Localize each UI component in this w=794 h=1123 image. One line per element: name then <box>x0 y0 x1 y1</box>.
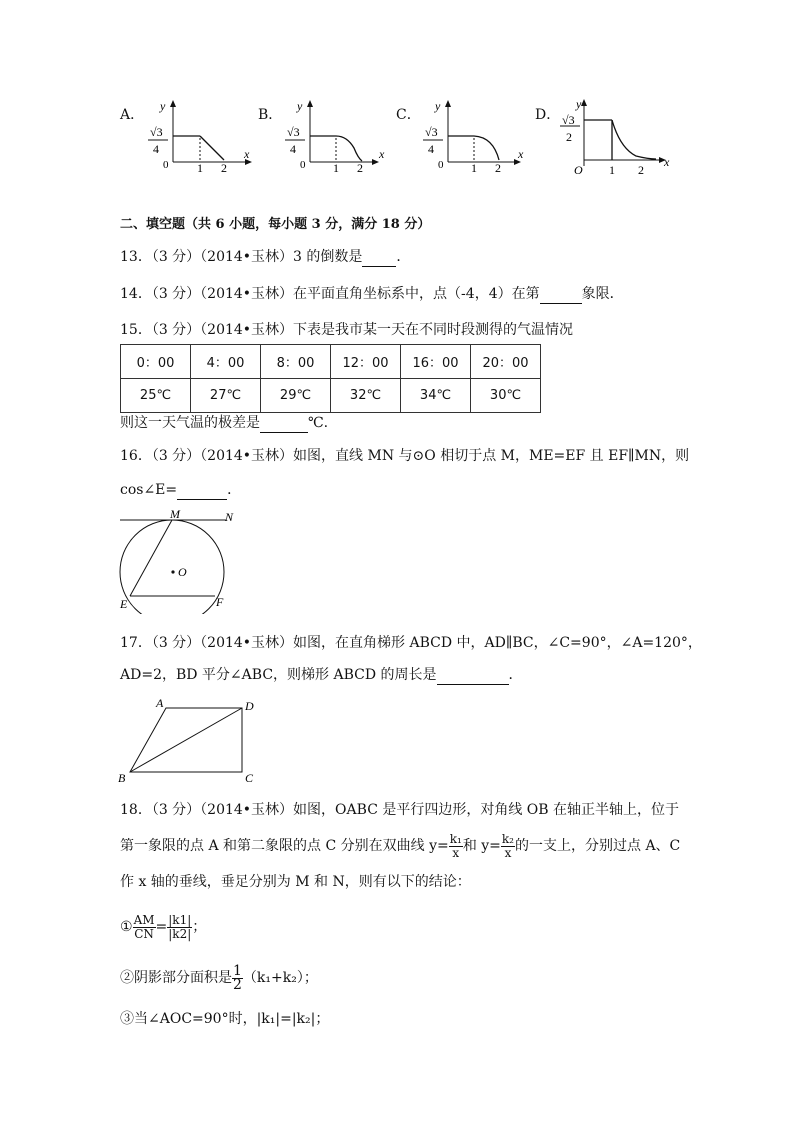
table-row <box>121 345 541 379</box>
q15-after: 则这一天气温的极差是 <box>120 415 260 431</box>
y-num: √3 <box>287 125 300 139</box>
frac-num: k₁ <box>449 831 462 846</box>
frac-num: k₂ <box>501 831 514 846</box>
c2-text: ②阴影部分面积是 <box>120 970 232 986</box>
origin: 0 <box>163 159 169 171</box>
q18-conclusion-3: ③当∠AOC=90°时，|k₁|=|k₂|； <box>120 1011 330 1027</box>
temperature-table <box>120 344 541 413</box>
q18-line1: 18．（3 分）（2014•玉林）如图，OABC 是平行四边形，对角线 OB 在轴正半轴上，位于 <box>120 802 680 818</box>
q17-text: AD=2，BD 平分∠ABC，则梯形 ABCD 的周长是 <box>120 667 437 683</box>
frac-den: 2 <box>233 976 242 993</box>
x-label: x <box>518 147 524 161</box>
q14-end: 象限． <box>581 286 624 302</box>
section-title: 二、填空题（共 6 小题，每小题 3 分，满分 18 分） <box>120 217 431 232</box>
c1-end: ； <box>192 919 207 935</box>
point-f: F <box>216 595 224 609</box>
tick-2: 2 <box>638 163 644 177</box>
c1-mark: ① <box>120 919 133 935</box>
q18-line2a: 第一象限的点 A 和第二象限的点 C 分别在双曲线 y= <box>120 838 449 854</box>
table-cell: 25℃ <box>121 379 191 413</box>
y-den: 4 <box>153 142 159 156</box>
option-c-graph <box>415 96 535 176</box>
table-cell: 12：00 <box>331 345 401 379</box>
frac-num: 1 <box>233 962 242 979</box>
q18-line3: 作 x 轴的垂线，垂足分别为 M 和 N，则有以下的结论： <box>120 874 471 890</box>
q13-text: 13．（3 分）（2014•玉林）3 的倒数是 <box>120 249 363 265</box>
c2-end: （k₁+k₂）； <box>242 970 318 986</box>
fraction-am-cn <box>133 914 156 941</box>
q17-end: ． <box>508 667 523 683</box>
origin: 0 <box>300 159 306 171</box>
tick-1: 1 <box>471 161 477 175</box>
y-label: y <box>576 97 582 111</box>
point-a: A <box>156 696 164 710</box>
table-cell: 34℃ <box>401 379 471 413</box>
fraction-k1-x <box>449 833 463 860</box>
tick-2: 2 <box>495 161 501 175</box>
x-label: x <box>664 155 670 169</box>
frac-den: x <box>504 845 512 860</box>
table-cell: 30℃ <box>471 379 541 413</box>
q16-circle-figure <box>114 504 254 614</box>
q18-conclusion-2 <box>120 963 318 993</box>
fraction-k2-x <box>501 833 515 860</box>
q15-text: 15．（3 分）（2014•玉林）下表是我市某一天在不同时段测得的气温情况 <box>120 322 574 338</box>
q17-line1: 17．（3 分）（2014•玉林）如图，在直角梯形 ABCD 中，AD∥BC，∠C=90°，∠A=120°， <box>120 635 702 651</box>
q18-line2 <box>120 832 680 860</box>
y-den: 2 <box>566 130 572 144</box>
q17-trapezoid-figure <box>114 694 264 786</box>
point-b: B <box>118 771 126 785</box>
q18-line2c: 的一支上，分别过点 A、C <box>515 838 681 854</box>
y-label: y <box>435 99 441 113</box>
q15-answer-line <box>120 414 328 433</box>
y-label: y <box>160 99 166 113</box>
point-o: O <box>178 565 187 579</box>
question-13 <box>120 248 410 267</box>
q17-line2 <box>120 666 523 685</box>
y-den: 4 <box>428 142 434 156</box>
x-label: x <box>244 147 250 161</box>
point-d: D <box>245 699 254 713</box>
tick-1: 1 <box>197 161 203 175</box>
option-letter: C． <box>396 107 421 123</box>
point-c: C <box>245 771 254 785</box>
table-cell: 16：00 <box>401 345 471 379</box>
option-d-graph <box>556 94 680 180</box>
q18-conclusion-1 <box>120 912 206 942</box>
tick-2: 2 <box>221 161 227 175</box>
y-num: √3 <box>425 125 438 139</box>
origin: 0 <box>438 159 444 171</box>
q16-cos: cos∠E= <box>120 482 178 498</box>
frac-num: |k1| <box>168 912 192 927</box>
option-b-graph <box>277 96 397 176</box>
q16-blank[interactable] <box>177 481 227 500</box>
q16-end: ． <box>227 482 242 498</box>
origin: O <box>574 163 583 177</box>
q13-end: ． <box>396 249 411 265</box>
c1-eq: = <box>155 919 168 935</box>
table-cell: 0：00 <box>121 345 191 379</box>
table-row <box>121 379 541 413</box>
q15-unit: ℃. <box>308 415 329 431</box>
option-letter: B． <box>258 107 283 123</box>
point-e: E <box>120 597 128 611</box>
y-label: y <box>297 99 303 113</box>
tick-2: 2 <box>357 161 363 175</box>
table-cell: 32℃ <box>331 379 401 413</box>
table-cell: 20：00 <box>471 345 541 379</box>
question-14 <box>120 285 624 304</box>
q13-blank[interactable] <box>362 248 396 267</box>
frac-den: |k2| <box>168 926 192 941</box>
frac-num: AM <box>133 912 155 927</box>
q18-line2b: 和 y= <box>462 838 501 854</box>
q16-line1: 16．（3 分）（2014•玉林）如图，直线 MN 与⊙O 相切于点 M，ME=EF 且 EF∥MN，则 <box>120 448 690 464</box>
fraction-k1-k2 <box>167 914 192 941</box>
y-den: 4 <box>290 142 296 156</box>
point-n: N <box>225 510 234 524</box>
frac-den: CN <box>134 926 154 941</box>
q16-line2 <box>120 481 241 500</box>
q17-blank[interactable] <box>437 666 509 685</box>
q14-text: 14．（3 分）（2014•玉林）在平面直角坐标系中，点（-4，4）在第 <box>120 286 540 302</box>
tick-1: 1 <box>609 163 615 177</box>
y-num: √3 <box>150 125 163 139</box>
table-cell: 27℃ <box>191 379 261 413</box>
table-cell: 4：00 <box>191 345 261 379</box>
option-letter: A． <box>120 107 145 123</box>
option-letter: D． <box>535 107 561 123</box>
q14-blank[interactable] <box>540 285 582 304</box>
q15-blank[interactable] <box>260 414 308 433</box>
option-a-graph <box>140 96 260 176</box>
table-cell: 29℃ <box>261 379 331 413</box>
frac-den: x <box>452 845 460 860</box>
y-num: √3 <box>562 113 575 127</box>
table-cell: 8：00 <box>261 345 331 379</box>
fraction-half <box>232 962 243 993</box>
x-label: x <box>379 147 385 161</box>
point-m: M <box>170 507 180 521</box>
tick-1: 1 <box>333 161 339 175</box>
